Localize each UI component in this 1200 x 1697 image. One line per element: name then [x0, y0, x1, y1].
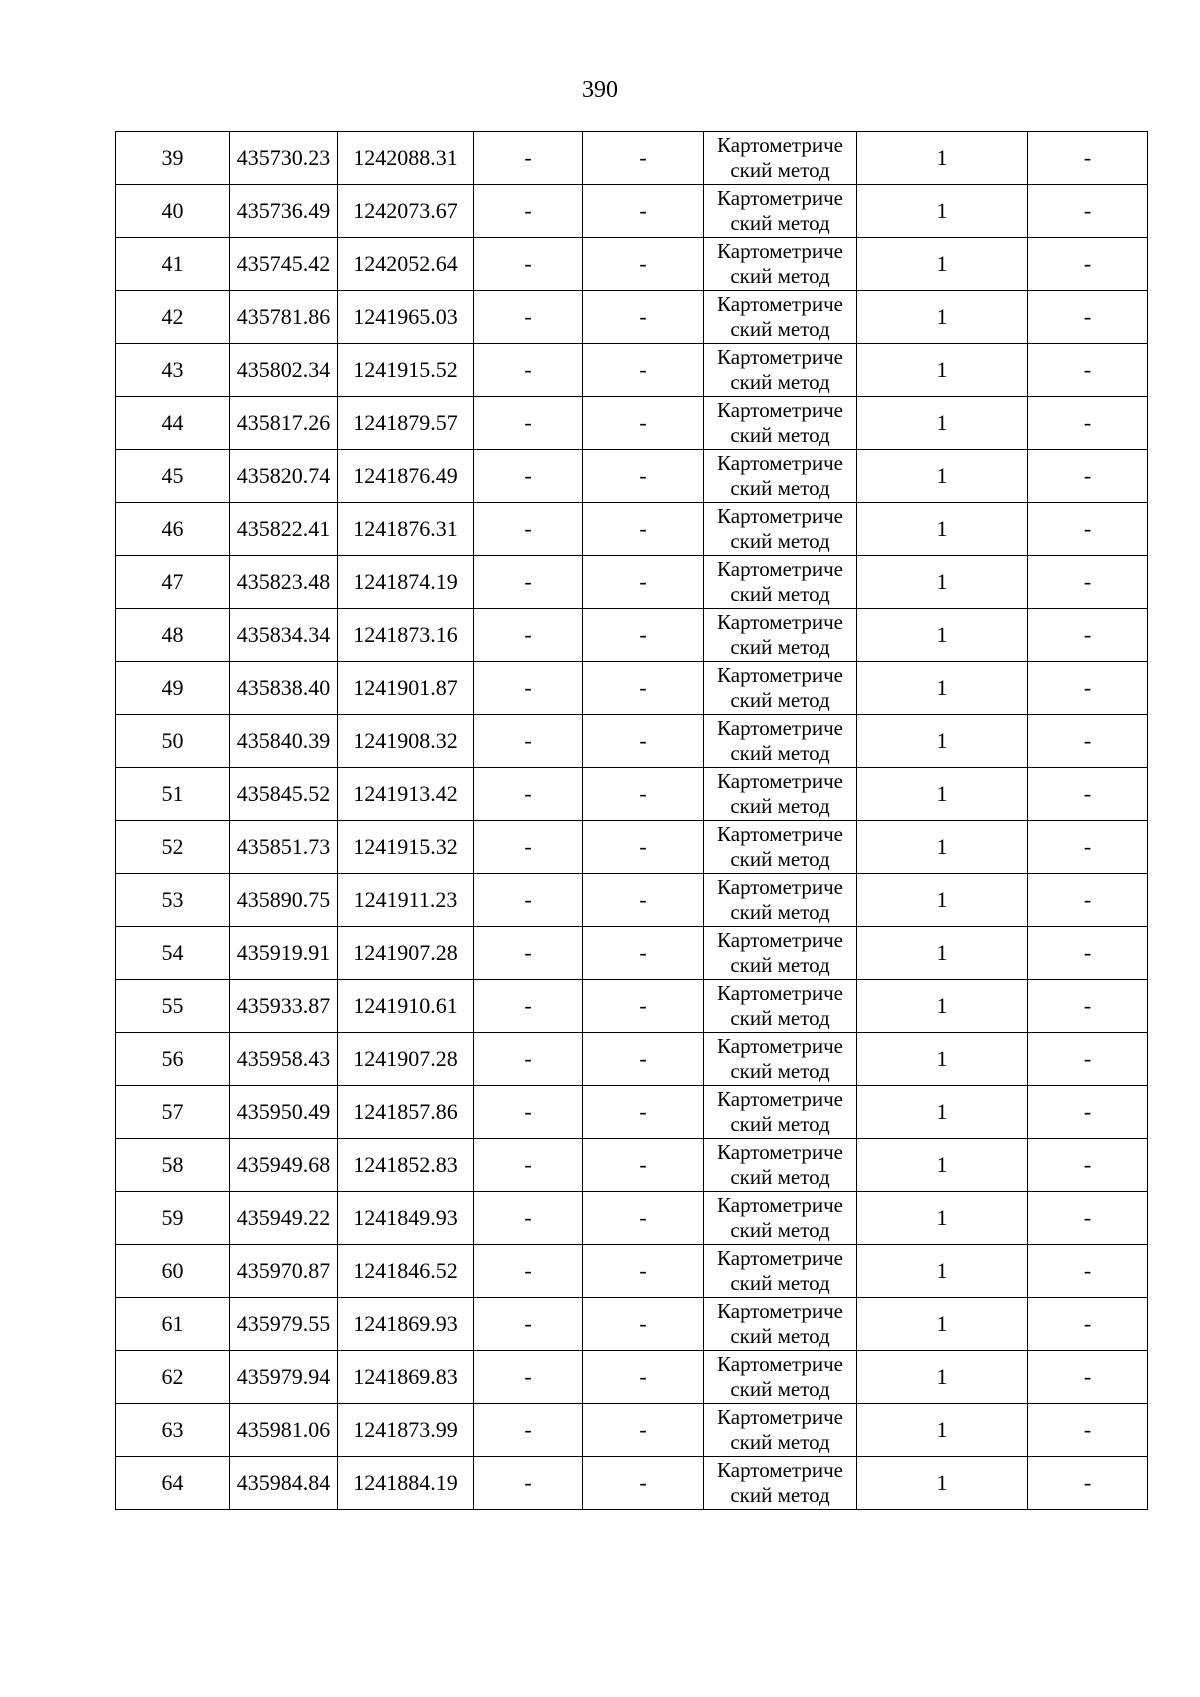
- column-7-cell: 1: [857, 1192, 1028, 1245]
- table-row: [116, 556, 1148, 609]
- x-coordinate-cell: 435730.23: [230, 132, 338, 185]
- column-4-cell: -: [474, 768, 583, 821]
- column-8-cell: -: [1028, 344, 1148, 397]
- point-number-cell: 47: [116, 556, 230, 609]
- column-8-cell: -: [1028, 609, 1148, 662]
- point-number-cell: 44: [116, 397, 230, 450]
- table-row: [116, 185, 1148, 238]
- table-row: [116, 503, 1148, 556]
- table-row: [116, 291, 1148, 344]
- method-line-1: Картометриче: [717, 1087, 843, 1111]
- column-7-cell: 1: [857, 556, 1028, 609]
- column-7-cell: 1: [857, 291, 1028, 344]
- table-row: [116, 662, 1148, 715]
- point-number-cell: 59: [116, 1192, 230, 1245]
- column-7-cell: 1: [857, 980, 1028, 1033]
- column-8-cell: -: [1028, 927, 1148, 980]
- column-8-cell: -: [1028, 185, 1148, 238]
- y-coordinate-cell: 1241908.32: [338, 715, 474, 768]
- x-coordinate-cell: 435979.55: [230, 1298, 338, 1351]
- y-coordinate-cell: 1241876.49: [338, 450, 474, 503]
- column-5-cell: -: [583, 238, 704, 291]
- table-row: [116, 397, 1148, 450]
- method-line-1: Картометриче: [717, 504, 843, 528]
- method-line-1: Картометриче: [717, 663, 843, 687]
- method-cell: [704, 609, 857, 662]
- column-8-cell: -: [1028, 291, 1148, 344]
- column-4-cell: -: [474, 1351, 583, 1404]
- column-5-cell: -: [583, 344, 704, 397]
- point-number-cell: 43: [116, 344, 230, 397]
- y-coordinate-cell: 1241873.99: [338, 1404, 474, 1457]
- method-line-1: Картометриче: [717, 133, 843, 157]
- x-coordinate-cell: 435840.39: [230, 715, 338, 768]
- column-5-cell: -: [583, 768, 704, 821]
- column-4-cell: -: [474, 980, 583, 1033]
- column-5-cell: -: [583, 1033, 704, 1086]
- method-line-2: ский метод: [730, 529, 830, 553]
- method-line-1: Картометриче: [717, 716, 843, 740]
- column-4-cell: -: [474, 821, 583, 874]
- column-5-cell: -: [583, 609, 704, 662]
- x-coordinate-cell: 435845.52: [230, 768, 338, 821]
- method-line-1: Картометриче: [717, 1352, 843, 1376]
- table-row: [116, 1457, 1148, 1510]
- column-8-cell: -: [1028, 238, 1148, 291]
- x-coordinate-cell: 435970.87: [230, 1245, 338, 1298]
- method-line-2: ский метод: [730, 264, 830, 288]
- column-5-cell: -: [583, 662, 704, 715]
- y-coordinate-cell: 1241901.87: [338, 662, 474, 715]
- method-line-2: ский метод: [730, 900, 830, 924]
- method-line-1: Картометриче: [717, 769, 843, 793]
- x-coordinate-cell: 435736.49: [230, 185, 338, 238]
- table-row: [116, 1404, 1148, 1457]
- method-line-2: ский метод: [730, 1165, 830, 1189]
- column-4-cell: -: [474, 1139, 583, 1192]
- method-cell: [704, 1457, 857, 1510]
- table-row: [116, 821, 1148, 874]
- point-number-cell: 42: [116, 291, 230, 344]
- column-4-cell: -: [474, 291, 583, 344]
- method-line-2: ский метод: [730, 794, 830, 818]
- method-line-1: Картометриче: [717, 1299, 843, 1323]
- column-7-cell: 1: [857, 397, 1028, 450]
- column-8-cell: -: [1028, 980, 1148, 1033]
- method-line-2: ский метод: [730, 953, 830, 977]
- column-7-cell: 1: [857, 344, 1028, 397]
- page-number: 390: [582, 77, 618, 103]
- column-7-cell: 1: [857, 1351, 1028, 1404]
- table-row: [116, 768, 1148, 821]
- column-4-cell: -: [474, 185, 583, 238]
- point-number-cell: 45: [116, 450, 230, 503]
- column-5-cell: -: [583, 874, 704, 927]
- column-5-cell: -: [583, 1139, 704, 1192]
- x-coordinate-cell: 435949.68: [230, 1139, 338, 1192]
- method-cell: [704, 980, 857, 1033]
- column-5-cell: -: [583, 132, 704, 185]
- point-number-cell: 46: [116, 503, 230, 556]
- column-8-cell: -: [1028, 662, 1148, 715]
- y-coordinate-cell: 1241876.31: [338, 503, 474, 556]
- point-number-cell: 56: [116, 1033, 230, 1086]
- column-4-cell: -: [474, 1086, 583, 1139]
- x-coordinate-cell: 435834.34: [230, 609, 338, 662]
- x-coordinate-cell: 435820.74: [230, 450, 338, 503]
- column-8-cell: -: [1028, 1086, 1148, 1139]
- method-cell: [704, 1033, 857, 1086]
- method-line-1: Картометриче: [717, 186, 843, 210]
- method-line-1: Картометриче: [717, 875, 843, 899]
- method-cell: [704, 874, 857, 927]
- method-line-1: Картометриче: [717, 1458, 843, 1482]
- column-4-cell: -: [474, 1245, 583, 1298]
- x-coordinate-cell: 435949.22: [230, 1192, 338, 1245]
- y-coordinate-cell: 1241907.28: [338, 1033, 474, 1086]
- method-line-1: Картометриче: [717, 451, 843, 475]
- column-5-cell: -: [583, 980, 704, 1033]
- column-8-cell: -: [1028, 450, 1148, 503]
- column-4-cell: -: [474, 715, 583, 768]
- point-number-cell: 51: [116, 768, 230, 821]
- method-line-2: ский метод: [730, 1112, 830, 1136]
- column-4-cell: -: [474, 397, 583, 450]
- method-cell: [704, 1404, 857, 1457]
- column-5-cell: -: [583, 1192, 704, 1245]
- method-cell: [704, 397, 857, 450]
- point-number-cell: 52: [116, 821, 230, 874]
- method-cell: [704, 291, 857, 344]
- method-line-1: Картометриче: [717, 398, 843, 422]
- method-cell: [704, 556, 857, 609]
- column-8-cell: -: [1028, 1404, 1148, 1457]
- column-7-cell: 1: [857, 450, 1028, 503]
- x-coordinate-cell: 435950.49: [230, 1086, 338, 1139]
- y-coordinate-cell: 1241846.52: [338, 1245, 474, 1298]
- column-7-cell: 1: [857, 1139, 1028, 1192]
- x-coordinate-cell: 435981.06: [230, 1404, 338, 1457]
- method-line-1: Картометриче: [717, 1140, 843, 1164]
- method-line-1: Картометриче: [717, 239, 843, 263]
- column-8-cell: -: [1028, 1245, 1148, 1298]
- method-line-2: ский метод: [730, 158, 830, 182]
- x-coordinate-cell: 435890.75: [230, 874, 338, 927]
- table-row: [116, 1351, 1148, 1404]
- method-line-2: ский метод: [730, 741, 830, 765]
- point-number-cell: 39: [116, 132, 230, 185]
- column-5-cell: -: [583, 1351, 704, 1404]
- method-cell: [704, 450, 857, 503]
- x-coordinate-cell: 435817.26: [230, 397, 338, 450]
- column-8-cell: -: [1028, 768, 1148, 821]
- method-line-1: Картометриче: [717, 1246, 843, 1270]
- y-coordinate-cell: 1241849.93: [338, 1192, 474, 1245]
- x-coordinate-cell: 435933.87: [230, 980, 338, 1033]
- point-number-cell: 50: [116, 715, 230, 768]
- y-coordinate-cell: 1241857.86: [338, 1086, 474, 1139]
- method-line-2: ский метод: [730, 1059, 830, 1083]
- point-number-cell: 54: [116, 927, 230, 980]
- y-coordinate-cell: 1241915.32: [338, 821, 474, 874]
- column-8-cell: -: [1028, 821, 1148, 874]
- column-4-cell: -: [474, 1457, 583, 1510]
- column-5-cell: -: [583, 450, 704, 503]
- column-4-cell: -: [474, 1298, 583, 1351]
- method-line-1: Картометриче: [717, 557, 843, 581]
- y-coordinate-cell: 1241907.28: [338, 927, 474, 980]
- point-number-cell: 53: [116, 874, 230, 927]
- method-cell: [704, 185, 857, 238]
- y-coordinate-cell: 1241869.83: [338, 1351, 474, 1404]
- y-coordinate-cell: 1241869.93: [338, 1298, 474, 1351]
- column-4-cell: -: [474, 132, 583, 185]
- point-number-cell: 61: [116, 1298, 230, 1351]
- column-8-cell: -: [1028, 397, 1148, 450]
- point-number-cell: 55: [116, 980, 230, 1033]
- column-4-cell: -: [474, 1404, 583, 1457]
- column-5-cell: -: [583, 397, 704, 450]
- method-line-2: ский метод: [730, 476, 830, 500]
- method-line-2: ский метод: [730, 688, 830, 712]
- table-row: [116, 927, 1148, 980]
- column-7-cell: 1: [857, 821, 1028, 874]
- method-cell: [704, 503, 857, 556]
- column-8-cell: -: [1028, 1139, 1148, 1192]
- point-number-cell: 41: [116, 238, 230, 291]
- table-body: [116, 132, 1148, 1510]
- method-line-1: Картометриче: [717, 345, 843, 369]
- method-cell: [704, 1192, 857, 1245]
- method-line-2: ский метод: [730, 1006, 830, 1030]
- x-coordinate-cell: 435823.48: [230, 556, 338, 609]
- method-line-2: ский метод: [730, 582, 830, 606]
- column-5-cell: -: [583, 1245, 704, 1298]
- method-cell: [704, 768, 857, 821]
- x-coordinate-cell: 435838.40: [230, 662, 338, 715]
- point-number-cell: 57: [116, 1086, 230, 1139]
- y-coordinate-cell: 1241879.57: [338, 397, 474, 450]
- x-coordinate-cell: 435851.73: [230, 821, 338, 874]
- table-row: [116, 1086, 1148, 1139]
- x-coordinate-cell: 435979.94: [230, 1351, 338, 1404]
- y-coordinate-cell: 1241965.03: [338, 291, 474, 344]
- table-row: [116, 1192, 1148, 1245]
- column-7-cell: 1: [857, 503, 1028, 556]
- point-number-cell: 49: [116, 662, 230, 715]
- y-coordinate-cell: 1241873.16: [338, 609, 474, 662]
- column-7-cell: 1: [857, 662, 1028, 715]
- column-7-cell: 1: [857, 185, 1028, 238]
- column-5-cell: -: [583, 1404, 704, 1457]
- y-coordinate-cell: 1242088.31: [338, 132, 474, 185]
- table-row: [116, 132, 1148, 185]
- column-8-cell: -: [1028, 1457, 1148, 1510]
- method-line-2: ский метод: [730, 370, 830, 394]
- method-line-2: ский метод: [730, 1271, 830, 1295]
- column-4-cell: -: [474, 503, 583, 556]
- column-4-cell: -: [474, 1033, 583, 1086]
- method-line-2: ский метод: [730, 1218, 830, 1242]
- table-row: [116, 980, 1148, 1033]
- column-8-cell: -: [1028, 1033, 1148, 1086]
- column-5-cell: -: [583, 556, 704, 609]
- method-line-1: Картометриче: [717, 981, 843, 1005]
- method-line-1: Картометриче: [717, 292, 843, 316]
- column-7-cell: 1: [857, 768, 1028, 821]
- y-coordinate-cell: 1242052.64: [338, 238, 474, 291]
- column-4-cell: -: [474, 874, 583, 927]
- point-number-cell: 62: [116, 1351, 230, 1404]
- method-cell: [704, 821, 857, 874]
- point-number-cell: 48: [116, 609, 230, 662]
- table-row: [116, 344, 1148, 397]
- column-4-cell: -: [474, 238, 583, 291]
- column-5-cell: -: [583, 1457, 704, 1510]
- method-cell: [704, 1086, 857, 1139]
- table-row: [116, 874, 1148, 927]
- table-row: [116, 1298, 1148, 1351]
- column-8-cell: -: [1028, 1351, 1148, 1404]
- method-line-1: Картометриче: [717, 610, 843, 634]
- y-coordinate-cell: 1241911.23: [338, 874, 474, 927]
- point-number-cell: 40: [116, 185, 230, 238]
- method-line-2: ский метод: [730, 1324, 830, 1348]
- method-cell: [704, 238, 857, 291]
- table-row: [116, 1139, 1148, 1192]
- column-5-cell: -: [583, 503, 704, 556]
- column-7-cell: 1: [857, 1404, 1028, 1457]
- column-7-cell: 1: [857, 1298, 1028, 1351]
- column-7-cell: 1: [857, 1245, 1028, 1298]
- column-7-cell: 1: [857, 874, 1028, 927]
- column-5-cell: -: [583, 1086, 704, 1139]
- column-5-cell: -: [583, 715, 704, 768]
- method-line-2: ский метод: [730, 423, 830, 447]
- column-4-cell: -: [474, 927, 583, 980]
- x-coordinate-cell: 435984.84: [230, 1457, 338, 1510]
- column-8-cell: -: [1028, 715, 1148, 768]
- column-4-cell: -: [474, 609, 583, 662]
- method-line-2: ский метод: [730, 1483, 830, 1507]
- column-7-cell: 1: [857, 1033, 1028, 1086]
- method-cell: [704, 132, 857, 185]
- method-cell: [704, 1139, 857, 1192]
- column-8-cell: -: [1028, 503, 1148, 556]
- method-cell: [704, 1298, 857, 1351]
- x-coordinate-cell: 435745.42: [230, 238, 338, 291]
- column-4-cell: -: [474, 1192, 583, 1245]
- column-4-cell: -: [474, 344, 583, 397]
- column-7-cell: 1: [857, 715, 1028, 768]
- coordinates-table: [115, 131, 1148, 1510]
- y-coordinate-cell: 1241884.19: [338, 1457, 474, 1510]
- method-line-2: ский метод: [730, 847, 830, 871]
- method-line-1: Картометриче: [717, 928, 843, 952]
- y-coordinate-cell: 1242073.67: [338, 185, 474, 238]
- method-line-1: Картометриче: [717, 1034, 843, 1058]
- column-8-cell: -: [1028, 1298, 1148, 1351]
- method-cell: [704, 344, 857, 397]
- method-line-2: ский метод: [730, 1377, 830, 1401]
- point-number-cell: 60: [116, 1245, 230, 1298]
- method-line-2: ский метод: [730, 317, 830, 341]
- x-coordinate-cell: 435919.91: [230, 927, 338, 980]
- point-number-cell: 58: [116, 1139, 230, 1192]
- table-row: [116, 609, 1148, 662]
- method-cell: [704, 1245, 857, 1298]
- method-line-1: Картометриче: [717, 1193, 843, 1217]
- method-cell: [704, 715, 857, 768]
- method-line-1: Картометриче: [717, 822, 843, 846]
- column-7-cell: 1: [857, 927, 1028, 980]
- column-8-cell: -: [1028, 132, 1148, 185]
- column-7-cell: 1: [857, 132, 1028, 185]
- x-coordinate-cell: 435781.86: [230, 291, 338, 344]
- method-line-2: ский метод: [730, 211, 830, 235]
- column-7-cell: 1: [857, 238, 1028, 291]
- table-row: [116, 1033, 1148, 1086]
- column-5-cell: -: [583, 291, 704, 344]
- point-number-cell: 64: [116, 1457, 230, 1510]
- method-line-2: ский метод: [730, 635, 830, 659]
- column-5-cell: -: [583, 927, 704, 980]
- y-coordinate-cell: 1241874.19: [338, 556, 474, 609]
- x-coordinate-cell: 435958.43: [230, 1033, 338, 1086]
- method-line-2: ский метод: [730, 1430, 830, 1454]
- column-5-cell: -: [583, 1298, 704, 1351]
- y-coordinate-cell: 1241913.42: [338, 768, 474, 821]
- method-cell: [704, 662, 857, 715]
- x-coordinate-cell: 435802.34: [230, 344, 338, 397]
- column-7-cell: 1: [857, 609, 1028, 662]
- column-5-cell: -: [583, 185, 704, 238]
- table-row: [116, 1245, 1148, 1298]
- column-7-cell: 1: [857, 1086, 1028, 1139]
- column-5-cell: -: [583, 821, 704, 874]
- y-coordinate-cell: 1241915.52: [338, 344, 474, 397]
- method-cell: [704, 1351, 857, 1404]
- column-7-cell: 1: [857, 1457, 1028, 1510]
- column-4-cell: -: [474, 450, 583, 503]
- column-4-cell: -: [474, 556, 583, 609]
- x-coordinate-cell: 435822.41: [230, 503, 338, 556]
- column-8-cell: -: [1028, 556, 1148, 609]
- method-cell: [704, 927, 857, 980]
- point-number-cell: 63: [116, 1404, 230, 1457]
- y-coordinate-cell: 1241852.83: [338, 1139, 474, 1192]
- column-8-cell: -: [1028, 874, 1148, 927]
- table-row: [116, 715, 1148, 768]
- y-coordinate-cell: 1241910.61: [338, 980, 474, 1033]
- method-line-1: Картометриче: [717, 1405, 843, 1429]
- column-4-cell: -: [474, 662, 583, 715]
- column-8-cell: -: [1028, 1192, 1148, 1245]
- table-row: [116, 450, 1148, 503]
- table-row: [116, 238, 1148, 291]
